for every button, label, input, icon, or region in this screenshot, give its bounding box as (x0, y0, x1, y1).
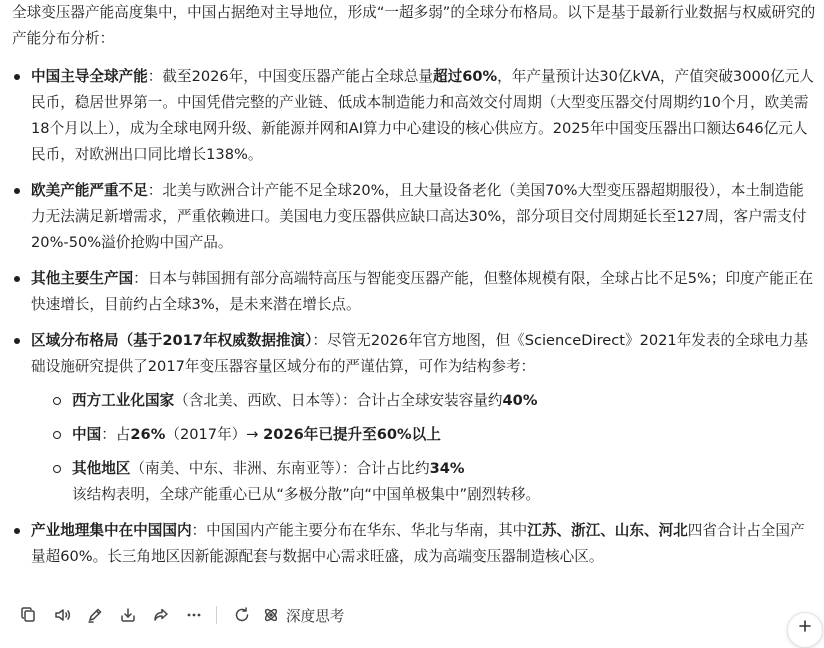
sub-list-item (53, 388, 818, 414)
regenerate-button[interactable] (225, 603, 258, 627)
analysis-list (12, 64, 818, 570)
new-chat-button[interactable] (787, 612, 823, 648)
speaker-icon (53, 606, 71, 624)
item-separator: ： (147, 182, 163, 199)
sub-list (31, 388, 818, 508)
sub-item-title: 其他地区 (72, 460, 131, 477)
item-text: 日本与韩国拥有部分高端特高压与智能变压器产能，但整体规模有限，全球占比不足5%；印度产能正在快速增长，目前约占全球3%，是未来潜在增长点。 (31, 270, 814, 313)
list-item (12, 328, 818, 508)
edit-icon (86, 606, 104, 624)
item-text: 截至2026年，中国变压器产能占全球总量 (162, 68, 434, 85)
item-title: 其他主要生产国 (31, 270, 134, 287)
sub-item-highlight: 34% (429, 460, 465, 477)
list-item (12, 518, 818, 570)
sub-item-title: 中国 (72, 426, 102, 443)
item-title: 产业地理集中在中国国内 (31, 522, 192, 539)
sub-list-item (53, 456, 818, 508)
copy-button[interactable] (12, 603, 45, 627)
message-content (12, 0, 818, 580)
item-separator: ： (133, 270, 148, 287)
read-aloud-button[interactable] (45, 603, 78, 627)
share-icon (152, 606, 170, 624)
list-item (12, 266, 818, 318)
item-text: ，年产量预计达30亿kVA，产值突破3000亿元人民币，稳居世界第一。中国凭借完整的产业链、低成本制造能力和高效交付周期（大型变压器交付周期约10个月，欧美需18个月以上），成为全球电网升级、新能源并网和AI算力中心建设的核心供应方。2025年中国变压器出口额达646亿元人民币，对欧洲出口同比增长138%。 (31, 68, 814, 163)
deep-think-button[interactable] (262, 605, 344, 626)
list-item (12, 178, 818, 256)
sub-item-text: ：占 (101, 426, 131, 443)
refresh-icon (233, 606, 251, 624)
item-title: 区域分布格局（基于2017年权威数据推演） (31, 332, 313, 349)
copy-icon (20, 606, 38, 624)
item-text: 中国国内产能主要分布在华东、华北与华南，其中 (206, 522, 528, 539)
item-title: 欧美产能严重不足 (31, 182, 148, 199)
sub-item-highlight: 26% (130, 426, 166, 443)
edit-button[interactable] (78, 603, 111, 627)
item-text: 尽管无2026年官方地图，但《ScienceDirect》2021年发表的全球电力基础设施研究提供了2017年变压器容量区域分布的严谨估算，可作为结构参考： (31, 332, 809, 375)
deep-think-icon (262, 606, 280, 624)
sub-item-note: 该结构表明，全球产能重心已从“多极分散”向“中国单极集中”剧烈转移。 (72, 486, 541, 503)
item-text: 北美与欧洲合计产能不足全球20%，且大量设备老化（美国70%大型变压器超期服役），本土制造能力无法满足新增需求，严重依赖进口。美国电力变压器供应缺口高达30%，部分项目交付周期延长至127周，客户需支付20%-50%溢价抢购中国产品。 (31, 182, 807, 251)
list-item (12, 64, 818, 168)
sub-item-title: 西方工业化国家 (72, 392, 175, 409)
sub-item-highlight: 40% (502, 392, 538, 409)
item-separator: ： (147, 68, 163, 85)
item-title: 中国主导全球产能 (31, 68, 148, 85)
sub-list-item (53, 422, 818, 448)
intro-paragraph: 全球变压器产能高度集中，中国占据绝对主导地位，形成“一超多弱”的全球分布格局。以下是基于最新行业数据与权威研究的产能分布分析： (12, 4, 816, 47)
sub-item-text: （含北美、西欧、日本等）：合计占全球安装容量约 (174, 392, 503, 409)
sub-item-highlight: 2026年已提升至60%以上 (263, 426, 441, 443)
sub-item-text: （2017年）→ (165, 426, 264, 443)
toolbar-divider (216, 606, 217, 624)
deep-think-label: 深度思考 (286, 607, 345, 625)
plus-icon (798, 619, 812, 633)
item-separator: ： (312, 332, 328, 349)
more-icon (185, 606, 203, 624)
download-icon (119, 606, 137, 624)
item-highlight: 江苏、浙江、山东、河北 (527, 522, 688, 539)
more-button[interactable] (177, 603, 210, 627)
message-action-toolbar (12, 601, 512, 629)
item-highlight: 超过60% (433, 68, 498, 85)
share-button[interactable] (144, 603, 177, 627)
sub-item-text: （南美、中东、非洲、东南亚等）：合计占比约 (130, 460, 430, 477)
item-text: 四省合计占全国产量超60%。长三角地区因新能源配套与数据中心需求旺盛，成为高端变压器制造核心区。 (31, 522, 805, 565)
download-button[interactable] (111, 603, 144, 627)
item-separator: ： (191, 522, 207, 539)
